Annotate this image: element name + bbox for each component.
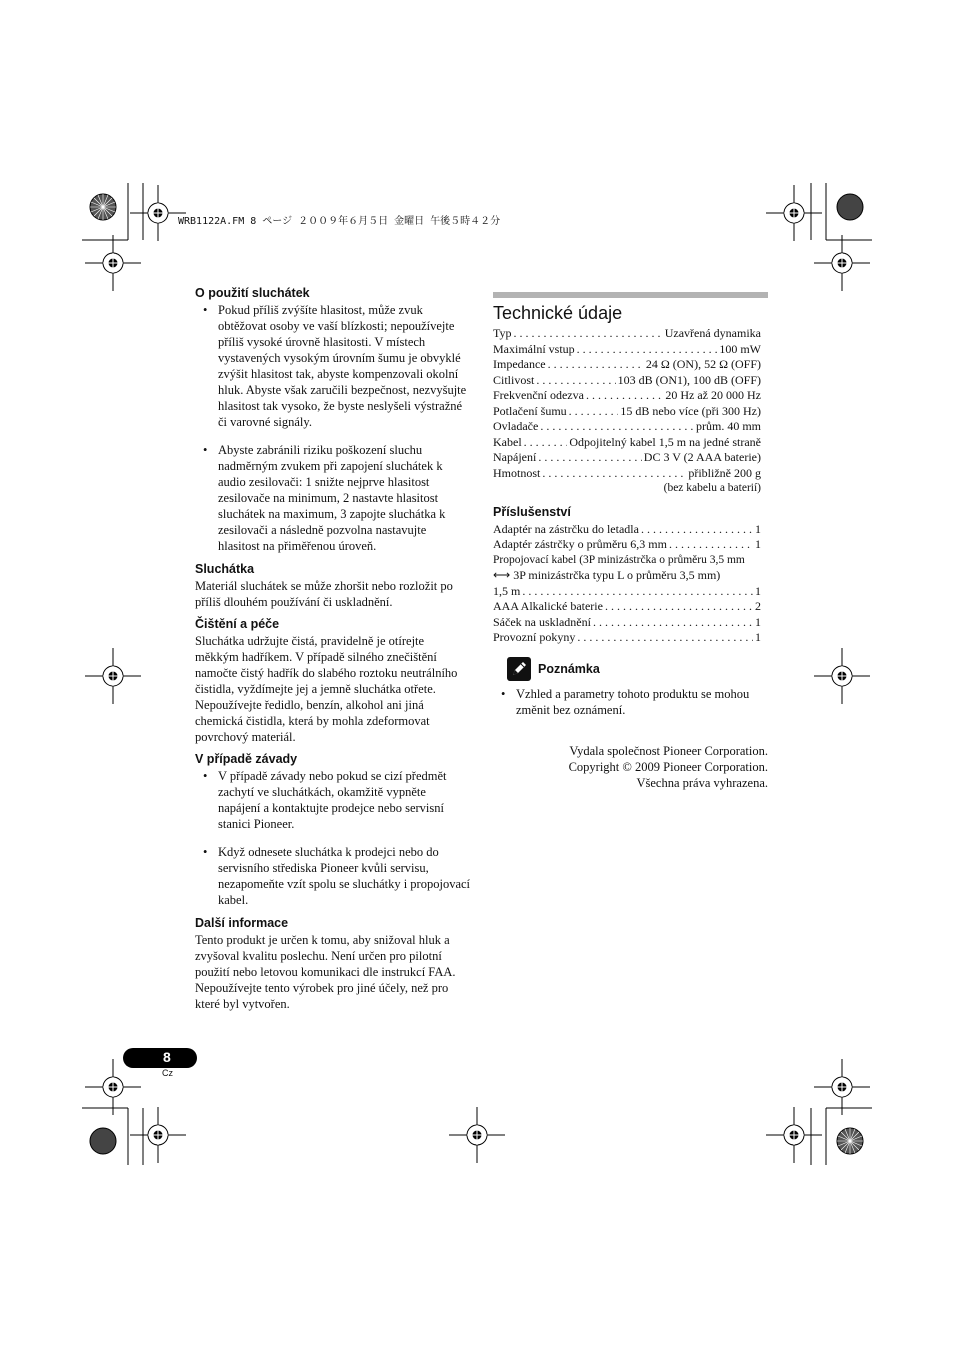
title-rule — [493, 292, 768, 298]
accessory-label: 1,5 m — [493, 583, 521, 598]
spec-label: Frekvenční odezva — [493, 388, 584, 402]
spec-value: 24 Ω (ON), 52 Ω (OFF) — [645, 357, 761, 371]
page-number: 8 — [163, 1049, 171, 1065]
accessory-qty: 1 — [755, 630, 761, 644]
bullet-malfunction-2: • Když odnesete sluchátka k prodejci nebo do servisního střediska Pioneer kvůli servisu, nezapomeňte vzít spolu se sluchátky i propojovací kabel. — [195, 844, 470, 908]
spec-value: prům. 40 mm — [696, 419, 761, 433]
bullet-malfunction-1: • V případě závady nebo pokud se cizí předmět zachytí ve sluchátkách, okamžitě vypněte napájení a kontaktujte prodejce nebo servisní stanici Pioneer. — [195, 768, 470, 832]
accessory-label: AAA Alkalické baterie — [493, 599, 603, 613]
bullet-volume-warning: • Pokud příliš zvýšíte hlasitost, může zvuk obtěžovat osoby ve vaší blízkosti; nepoužívejte příliš vysoké úrovně hlasitosti. V místech vystavených vysokým úrovním šumu je obvyklé zvýšit hlasitost tak, abyste kompenzovali okolní hluk. Abyste však zaručili bezpečnost, nezvyšujte hlasitost tak vysoko, že byste neslyšeli výstražné či varovné signály. — [195, 302, 470, 430]
section-title-further-info: Další informace — [195, 916, 289, 930]
accessory-label: Adaptér zástrčky o průměru 6,3 mm — [493, 537, 667, 551]
accessory-qty: 1 — [755, 521, 761, 536]
page-number-badge — [123, 1048, 197, 1068]
accessory-qty: 1 — [755, 583, 761, 598]
accessory-label: Adaptér na zástrčku do letadla — [493, 521, 639, 536]
section-title-headphones: Sluchátka — [195, 562, 255, 576]
cleaning-text: Sluchátka udržujte čistá, pravidelně je otírejte měkkým hadříkem. V případě silného znečištění namočte čistý hadřík do slabého roztoku neutrálního čistidla, vyždímejte jej a jemně sluchátka otřete. Nepoužívejte ředidlo, benzín, alkohol ani jiná chemická čistidla, která by mohla zdeformovat povrchový materiál. — [195, 634, 458, 744]
accessory-row — [493, 522, 761, 538]
spec-label: Napájení — [493, 450, 537, 464]
accessories-title: Příslušenství — [493, 504, 571, 519]
spec-value: 103 dB (ON1), 100 dB (OFF) — [617, 372, 761, 387]
note-text: • Vzhled a parametry tohoto produktu se mohou změnit bez oznámení. — [493, 686, 766, 718]
headphones-text: Materiál sluchátek se může zhoršit nebo rozložit po příliš dlouhém používání či uskladnění. — [195, 579, 453, 609]
spec-label: Hmotnost — [493, 465, 541, 480]
spec-value: DC 3 V (2 AAA baterie) — [643, 450, 761, 464]
spec-label: Ovladače — [493, 419, 539, 433]
spec-row — [493, 450, 761, 466]
weight-note: (bez kabelu a baterií) — [663, 482, 761, 494]
spec-label: Typ — [493, 326, 512, 340]
rights-line: Všechna práva vyhrazena. — [636, 776, 768, 790]
accessory-label: Provozní pokyny — [493, 630, 576, 644]
accessory-row — [493, 584, 761, 600]
publisher-block — [493, 743, 768, 791]
spec-row — [493, 404, 761, 420]
accessory-row — [493, 615, 761, 631]
accessory-row — [493, 630, 761, 646]
spec-list — [493, 326, 763, 646]
copyright-line: Copyright © 2009 Pioneer Corporation. — [568, 760, 768, 774]
spec-value: 100 mW — [719, 341, 761, 356]
spec-label: Kabel — [493, 434, 522, 449]
spec-row — [493, 326, 761, 342]
accessory-qty: 1 — [755, 614, 761, 629]
left-column — [195, 286, 470, 1012]
spec-row — [493, 342, 761, 358]
note-title: Poznámka — [538, 662, 600, 676]
spec-label: Maximální vstup — [493, 341, 575, 356]
accessory-cable-line1: Propojovací kabel (3P minizástrčka o průměru 3,5 mm — [493, 553, 745, 566]
spec-value: 20 Hz až 20 000 Hz — [665, 388, 761, 402]
double-arrow-icon: ⟷ — [493, 568, 511, 582]
further-info-text: Tento produkt je určen k tomu, aby snižoval hluk a zvyšoval kvalitu poslechu. Není určen pro pilotní použití nebo letovou komunikaci dle instrukcí FAA. Nepoužívejte tento výrobek pro jiné účely, než pro které byl vytvořen. — [195, 933, 456, 1011]
spec-label: Impedance — [493, 357, 546, 371]
spec-value: Odpojitelný kabel 1,5 m na jedné straně — [569, 434, 761, 449]
accessory-cable-line2 — [493, 568, 763, 584]
spec-label: Citlivost — [493, 372, 535, 387]
spec-value: přibližně 200 g — [688, 465, 761, 480]
accessory-qty: 1 — [755, 537, 761, 551]
section-title-cleaning: Čištění a péče — [195, 617, 280, 631]
spec-row — [493, 357, 761, 373]
section-title-malfunction: V případě závady — [195, 752, 298, 766]
accessory-label: Sáček na uskladnění — [493, 614, 591, 629]
spec-row — [493, 419, 761, 435]
spec-row — [493, 466, 761, 482]
bullet-hearing-protection: • Abyste zabránili riziku poškození sluchu nadměrným zvukem při zapojení sluchátek k audio zesilovači: 1 snižte nejprve hlasitost zesilovače na minimum, 2 nastavte hlasitost sluchátek na maximum, 3 zapojte sluchátka k zesilovači a následně pozvolna nastavujte hlasitost na přiměřenou úroveň. — [195, 442, 470, 554]
spec-title: Technické údaje — [493, 303, 623, 323]
publisher-line: Vydala společnost Pioneer Corporation. — [569, 744, 768, 758]
accessory-qty: 2 — [755, 599, 761, 613]
accessory-cable-desc: 3P minizástrčka typu L o průměru 3,5 mm) — [513, 568, 721, 582]
accessory-row — [493, 537, 761, 553]
spec-row — [493, 435, 761, 451]
spec-label: Potlačení šumu — [493, 403, 567, 418]
spec-value: 15 dB nebo více (při 300 Hz) — [620, 403, 761, 418]
section-title-usage: O použití sluchátek — [195, 286, 310, 300]
note-pencil-icon — [507, 657, 531, 681]
spec-value: Uzavřená dynamika — [664, 326, 761, 340]
spec-row — [493, 388, 761, 404]
spec-row — [493, 373, 761, 389]
accessory-row — [493, 599, 761, 615]
page-lang: Cz — [162, 1068, 173, 1078]
print-header-line: WRB1122A.FM 8 ページ ２００９年６月５日 金曜日 午後５時４２分 — [178, 216, 501, 227]
